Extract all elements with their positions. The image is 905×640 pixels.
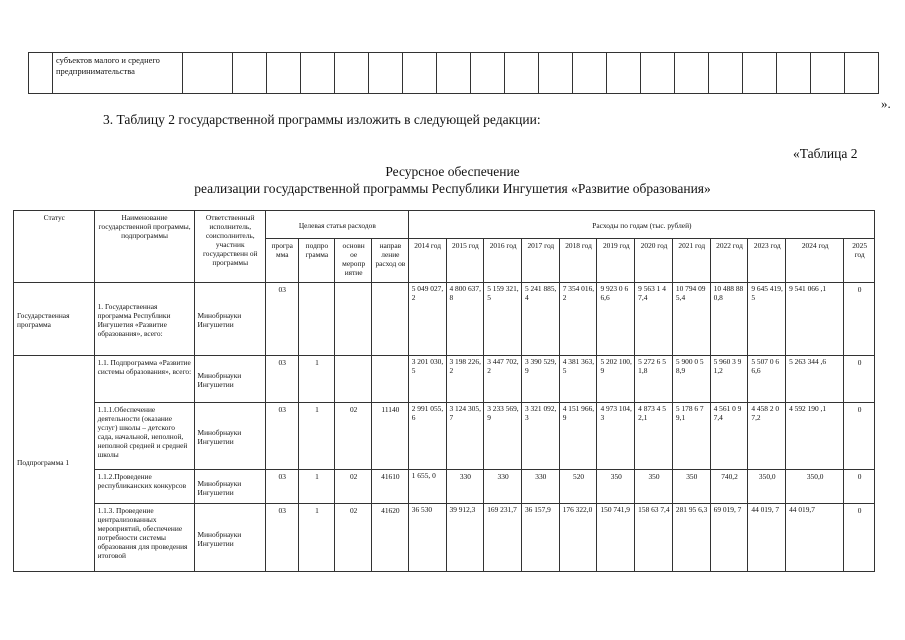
subprogram-cell: 1 — [298, 470, 335, 504]
value-cell: 150 741,9 — [597, 504, 635, 572]
header-year: 2014 год — [408, 239, 446, 283]
header-year: 2017 год — [521, 239, 559, 283]
name-cell: 1.1.2.Проведение республиканских конкурсов — [94, 470, 194, 504]
subprogram-cell: 1 — [298, 356, 335, 403]
responsible-cell: Минобрнауки Ингушетии — [194, 470, 265, 504]
value-cell: 350,0 — [786, 470, 844, 504]
resource-table — [13, 210, 875, 572]
header-year: 2025 год — [844, 239, 875, 283]
responsible-cell: Минобрнауки Ингушетии — [194, 356, 265, 403]
value-cell: 36 157,9 — [521, 504, 559, 572]
name-cell: 1.1.3. Проведение централизованных мероприятий, обеспечение потребности системы образования для проведения итоговой — [94, 504, 194, 572]
value-cell: 5 178 6 79,1 — [672, 403, 710, 470]
header-year: 2018 год — [559, 239, 597, 283]
value-cell: 5 049 027, 2 — [408, 283, 446, 356]
header-responsible: Ответственный исполнитель, соисполнитель, участник государственн ой программы — [194, 211, 265, 283]
main-event-cell — [335, 283, 372, 356]
value-cell: 10 488 880,8 — [710, 283, 748, 356]
value-cell: 3 201 030, 5 — [408, 356, 446, 403]
direction-cell — [372, 283, 409, 356]
value-cell: 10 794 095,4 — [672, 283, 710, 356]
header-expenses: Расходы по годам (тыс. рублей) — [408, 211, 874, 239]
header-status: Статус — [14, 211, 95, 283]
value-cell: 330 — [521, 470, 559, 504]
header-year: 2022 год — [710, 239, 748, 283]
program-cell: 03 — [265, 470, 298, 504]
value-cell: 5 960 3 91,2 — [710, 356, 748, 403]
value-cell: 69 019, 7 — [710, 504, 748, 572]
direction-cell: 41620 — [372, 504, 409, 572]
value-cell: 9 563 1 47,4 — [635, 283, 673, 356]
value-cell: 330 — [446, 470, 484, 504]
value-cell: 3 124 305,7 — [446, 403, 484, 470]
value-cell: 350,0 — [748, 470, 786, 504]
table-row — [14, 283, 875, 356]
document-title-line-1: Ресурсное обеспечение — [385, 164, 520, 179]
row-text: субъектов малого и среднего предпринимательства — [53, 53, 183, 94]
value-cell: 5 900 0 58,9 — [672, 356, 710, 403]
value-cell: 3 321 092,3 — [521, 403, 559, 470]
program-cell: 03 — [265, 356, 298, 403]
header-year: 2019 год — [597, 239, 635, 283]
value-cell: 158 63 7,4 — [635, 504, 673, 572]
value-cell: 0 — [844, 470, 875, 504]
value-cell: 0 — [844, 504, 875, 572]
responsible-cell: Минобрнауки Ингушетии — [194, 504, 265, 572]
header-year: 2024 год — [786, 239, 844, 283]
value-cell: 2 991 055, 6 — [408, 403, 446, 470]
value-cell: 4 973 104,3 — [597, 403, 635, 470]
value-cell: 281 95 6,3 — [672, 504, 710, 572]
value-cell: 3 198 226,2 — [446, 356, 484, 403]
value-cell: 44 019,7 — [786, 504, 844, 572]
value-cell: 0 — [844, 356, 875, 403]
program-cell: 03 — [265, 403, 298, 470]
previous-table-fragment — [28, 52, 879, 94]
header-year: 2020 год — [635, 239, 673, 283]
value-cell: 9 541 066 ,1 — [786, 283, 844, 356]
header-year: 2023 год — [748, 239, 786, 283]
value-cell: 4 381 363,5 — [559, 356, 597, 403]
value-cell: 740,2 — [710, 470, 748, 504]
value-cell: 4 561 0 97,4 — [710, 403, 748, 470]
table-row — [14, 403, 875, 470]
header-year: 2021 год — [672, 239, 710, 283]
value-cell: 36 530 — [408, 504, 446, 572]
value-cell: 169 231,7 — [484, 504, 522, 572]
value-cell: 350 — [635, 470, 673, 504]
status-cell: Государственная программа — [14, 283, 95, 356]
value-cell: 4 873 4 52,1 — [635, 403, 673, 470]
header-year: 2015 год — [446, 239, 484, 283]
document-title-line-2: реализации государственной программы Республики Ингушетия «Развитие образования» — [194, 181, 711, 196]
header-direction: направ ление расход ов — [372, 239, 409, 283]
name-cell: 1.1.1.Обеспечение деятельности (оказание услуг) школы – детского сада, начальной, неполной, неполной средней и средней школы — [94, 403, 194, 470]
header-main-event: основн ое меропр иятие — [335, 239, 372, 283]
value-cell: 5 263 344 ,6 — [786, 356, 844, 403]
main-event-cell — [335, 356, 372, 403]
table-row — [29, 53, 879, 94]
value-cell: 9 645 419,5 — [748, 283, 786, 356]
header-year: 2016 год — [484, 239, 522, 283]
status-cell: Подпрограмма 1 — [14, 356, 95, 572]
value-cell: 330 — [484, 470, 522, 504]
value-cell: 44 019, 7 — [748, 504, 786, 572]
value-cell: 350 — [597, 470, 635, 504]
value-cell: 4 458 2 07,2 — [748, 403, 786, 470]
value-cell: 0 — [844, 283, 875, 356]
instruction-text: 3. Таблицу 2 государственной программы изложить в следующей редакции: — [103, 112, 541, 127]
header-subprogram: подпро грамма — [298, 239, 335, 283]
subprogram-cell — [298, 283, 335, 356]
program-cell: 03 — [265, 283, 298, 356]
value-cell: 4 151 966,9 — [559, 403, 597, 470]
value-cell: 350 — [672, 470, 710, 504]
value-cell: 5 202 100,9 — [597, 356, 635, 403]
value-cell: 0 — [844, 403, 875, 470]
main-event-cell: 02 — [335, 504, 372, 572]
main-event-cell: 02 — [335, 470, 372, 504]
value-cell: 5 159 321,5 — [484, 283, 522, 356]
value-cell: 4 592 190 ,1 — [786, 403, 844, 470]
value-cell: 176 322,0 — [559, 504, 597, 572]
value-cell: 520 — [559, 470, 597, 504]
table-row — [14, 504, 875, 572]
value-cell: 9 923 0 66,6 — [597, 283, 635, 356]
value-cell: 3 390 529,9 — [521, 356, 559, 403]
header-name: Наименование государственной программы, подпрограммы — [94, 211, 194, 283]
header-target-article: Целевая статья расходов — [265, 211, 408, 239]
responsible-cell: Минобрнауки Ингушетии — [194, 403, 265, 470]
value-cell: 5 507 0 66,6 — [748, 356, 786, 403]
value-cell: 3 447 702,2 — [484, 356, 522, 403]
subprogram-cell: 1 — [298, 403, 335, 470]
direction-cell: 41610 — [372, 470, 409, 504]
header-program: програ мма — [265, 239, 298, 283]
value-cell: 5 241 885,4 — [521, 283, 559, 356]
value-cell: 1 655, 0 — [408, 470, 446, 504]
value-cell: 39 912,3 — [446, 504, 484, 572]
program-cell: 03 — [265, 504, 298, 572]
table-row — [14, 470, 875, 504]
value-cell: 3 233 569,9 — [484, 403, 522, 470]
header-row-1 — [14, 211, 875, 239]
table-label: «Таблица 2 — [793, 146, 858, 161]
closing-quote: ». — [881, 96, 891, 111]
value-cell: 4 800 637,8 — [446, 283, 484, 356]
name-cell: 1. Государственная программа Республики Ингушетия «Развитие образования», всего: — [94, 283, 194, 356]
name-cell: 1.1. Подпрограмма «Развитие системы образования», всего: — [94, 356, 194, 403]
table-row — [14, 356, 875, 403]
direction-cell — [372, 356, 409, 403]
subprogram-cell: 1 — [298, 504, 335, 572]
direction-cell: 11140 — [372, 403, 409, 470]
value-cell: 7 354 016,2 — [559, 283, 597, 356]
responsible-cell: Минобрнауки Ингушетии — [194, 283, 265, 356]
main-event-cell: 02 — [335, 403, 372, 470]
value-cell: 5 272 6 51,8 — [635, 356, 673, 403]
